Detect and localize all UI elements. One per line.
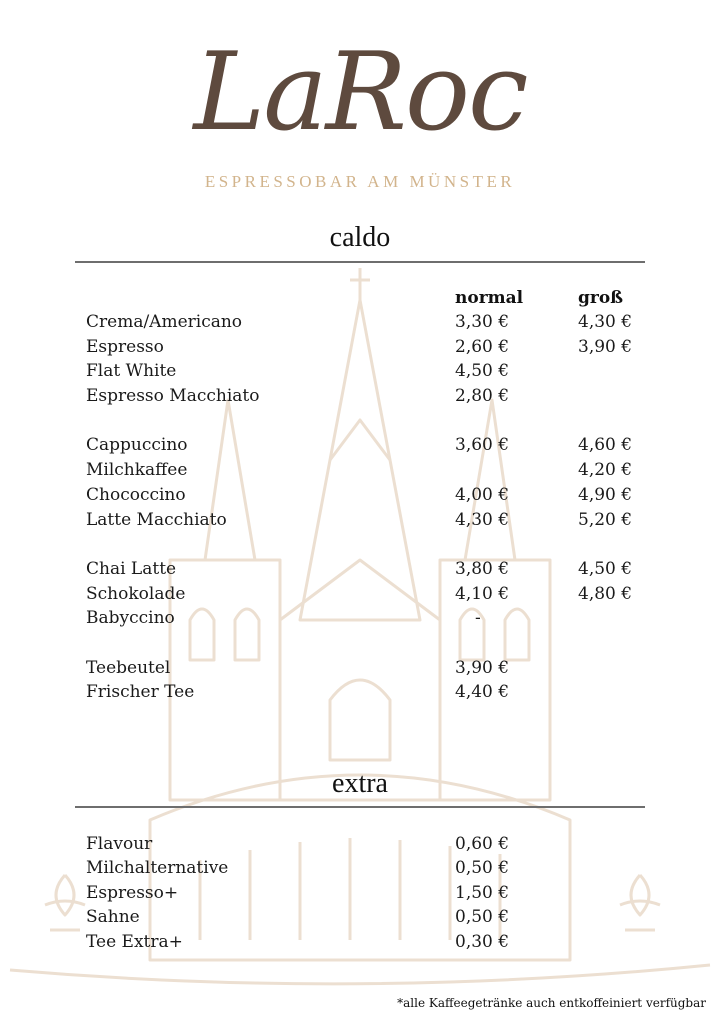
item-name: Teebeutel [86, 658, 171, 678]
item-name: Schokolade [86, 584, 186, 604]
price-gross: 4,50 € [578, 559, 633, 579]
price-gross: 3,90 € [578, 337, 633, 357]
extra-item-row [0, 883, 720, 908]
item-name: Sahne [86, 907, 140, 927]
item-name: Flavour [86, 834, 153, 854]
menu-item-row [0, 510, 720, 535]
price-gross: 4,20 € [578, 460, 633, 480]
price: 0,30 € [455, 932, 510, 952]
menu-item-row [0, 361, 720, 386]
item-name: Latte Macchiato [86, 510, 227, 530]
price-normal: 3,90 € [455, 658, 510, 678]
price-normal: 4,00 € [455, 485, 510, 505]
menu-item-row [0, 608, 720, 633]
price-normal: 3,30 € [455, 312, 510, 332]
price: 0,50 € [455, 907, 510, 927]
menu-item-row [0, 658, 720, 683]
price-normal: 4,10 € [455, 584, 510, 604]
item-name: Cappuccino [86, 435, 188, 455]
extra-item-row [0, 932, 720, 957]
price-gross: 5,20 € [578, 510, 633, 530]
price-normal: 4,40 € [455, 682, 510, 702]
column-header-normal: normal [455, 288, 524, 308]
extra-item-row [0, 907, 720, 932]
section-title-caldo: caldo [329, 222, 391, 253]
price-normal: 2,60 € [455, 337, 510, 357]
menu-item-row [0, 337, 720, 362]
item-name: Chai Latte [86, 559, 177, 579]
item-name: Tee Extra+ [86, 932, 183, 952]
price-normal: 4,50 € [455, 361, 510, 381]
item-name: Milchkaffee [86, 460, 188, 480]
menu-item-row [0, 682, 720, 707]
item-name: Espresso+ [86, 883, 179, 903]
item-name: Flat White [86, 361, 177, 381]
price-normal: 4,30 € [455, 510, 510, 530]
item-name: Frischer Tee [86, 682, 195, 702]
brand-tagline: ESPRESSOBAR AM MÜNSTER [204, 172, 516, 191]
price-gross: 4,80 € [578, 584, 633, 604]
item-name: Crema/Americano [86, 312, 243, 332]
brand-name: LaRoc [193, 30, 527, 155]
menu-item-row [0, 584, 720, 609]
item-name: Espresso [86, 337, 164, 357]
menu-item-row [0, 485, 720, 510]
extra-item-row [0, 858, 720, 883]
price: 1,50 € [455, 883, 510, 903]
price-gross: 4,60 € [578, 435, 633, 455]
section-divider [75, 261, 645, 263]
price-gross: 4,30 € [578, 312, 633, 332]
extra-item-row [0, 834, 720, 859]
menu-item-row [0, 435, 720, 460]
item-name: Espresso Macchiato [86, 386, 260, 406]
price-gross: 4,90 € [578, 485, 633, 505]
section-divider [75, 806, 645, 808]
item-name: Milchalternative [86, 858, 229, 878]
price-normal: 3,80 € [455, 559, 510, 579]
menu-item-row [0, 460, 720, 485]
price: 0,60 € [455, 834, 510, 854]
menu-item-row [0, 386, 720, 411]
brand-logo [0, 28, 720, 158]
item-name: Chococcino [86, 485, 186, 505]
item-name: Babyccino [86, 608, 175, 628]
menu-item-row [0, 312, 720, 337]
price: 0,50 € [455, 858, 510, 878]
price-normal: 2,80 € [455, 386, 510, 406]
column-header-gross: groß [578, 288, 624, 308]
section-title-extra: extra [332, 768, 388, 799]
price-normal: - [475, 608, 481, 628]
menu-item-row [0, 559, 720, 584]
price-normal: 3,60 € [455, 435, 510, 455]
footnote: *alle Kaffeegetränke auch entkoffeiniert verfügbar [397, 996, 706, 1010]
